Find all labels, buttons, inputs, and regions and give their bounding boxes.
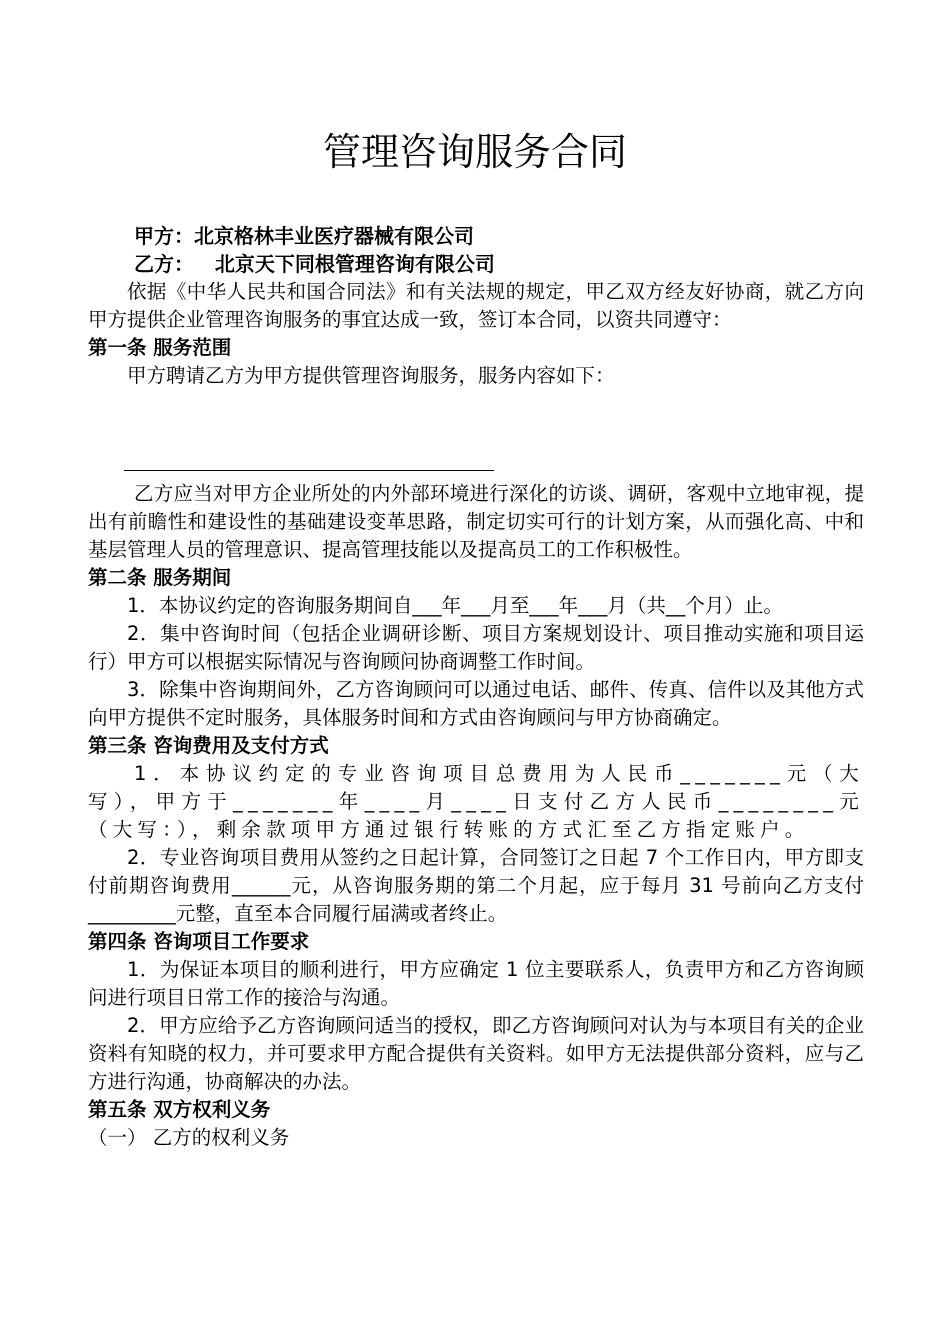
- blank-signature-line: [124, 470, 494, 471]
- article-2-heading: 第二条 服务期间: [88, 566, 232, 589]
- party-b: 乙方： 北京天下同根管理咨询有限公司: [134, 252, 495, 276]
- document-title: 管理咨询服务合同: [322, 130, 627, 174]
- article-4-heading: 第四条 咨询项目工作要求: [88, 930, 310, 953]
- preamble: 依据《中华人民共和国合同法》和有关法规的规定，甲乙双方经友好协商，就乙方向甲方提供企业管理咨询服务的事宜达成一致，签订本合同，以资共同遵守：: [88, 280, 864, 331]
- contract-body-main: [88, 480, 864, 1152]
- article-4-item-1: 1．为保证本项目的顺利进行，甲方应确定 1 位主要联系人，负责甲方和乙方咨询顾问进行项目日常工作的接洽与沟通。: [88, 958, 864, 1009]
- article-3-heading: 第三条 咨询费用及支付方式: [88, 734, 329, 757]
- article-1-heading: 第一条 服务范围: [88, 336, 232, 359]
- article-2-item-3: 3．除集中咨询期间外，乙方咨询顾问可以通过电话、邮件、传真、信件以及其他方式向甲方提供不定时服务，具体服务时间和方式由咨询顾问与甲方协商确定。: [88, 678, 864, 729]
- article-2-item-2: 2．集中咨询时间（包括企业调研诊断、项目方案规划设计、项目推动实施和项目运行）甲方可以根据实际情况与咨询顾问协商调整工作时间。: [88, 622, 864, 673]
- article-1-text: 乙方应当对甲方企业所处的内外部环境进行深化的访谈、调研，客观中立地审视，提出有前瞻性和建设性的基础建设变革思路，制定切实可行的计划方案，从而强化高、中和基层管理人员的管理意识、提高管理技能以及提高员工的工作积极性。: [88, 482, 864, 561]
- article-5-heading: 第五条 双方权利义务: [88, 1098, 271, 1121]
- article-5-subheading-1: （一） 乙方的权利义务: [88, 1126, 290, 1149]
- article-3-item-2: 2．专业咨询项目费用从签约之日起计算，合同签订之日起 7 个工作日内，甲方即支付前期咨询费用______元，从咨询服务期的第二个月起，应于每月 31 号前向乙方支付_________元整，直至本合同履行届满或者终止。: [88, 846, 864, 925]
- article-1-intro: 甲方聘请乙方为甲方提供管理咨询服务，服务内容如下：: [127, 364, 615, 387]
- article-2-item-1: 1．本协议约定的咨询服务期间自___年___月至___年___月（共__个月）止。: [127, 594, 783, 617]
- party-a: 甲方：北京格林丰业医疗器械有限公司: [134, 224, 474, 248]
- article-4-item-2: 2．甲方应给予乙方咨询顾问适当的授权，即乙方咨询顾问对认为与本项目有关的企业资料有知晓的权力，并可要求甲方配合提供有关资料。如甲方无法提供部分资料，应与乙方进行沟通，协商解决的办法。: [88, 1014, 864, 1093]
- contract-body-top: [88, 278, 864, 390]
- article-3-item-1: 1．本协议约定的专业咨询项目总费用为人民币_______元（大写），甲方于_______年____月____日支付乙方人民币________元（大写：），剩余款项甲方通过银行转账的方式汇至乙方指定账户。: [88, 762, 864, 841]
